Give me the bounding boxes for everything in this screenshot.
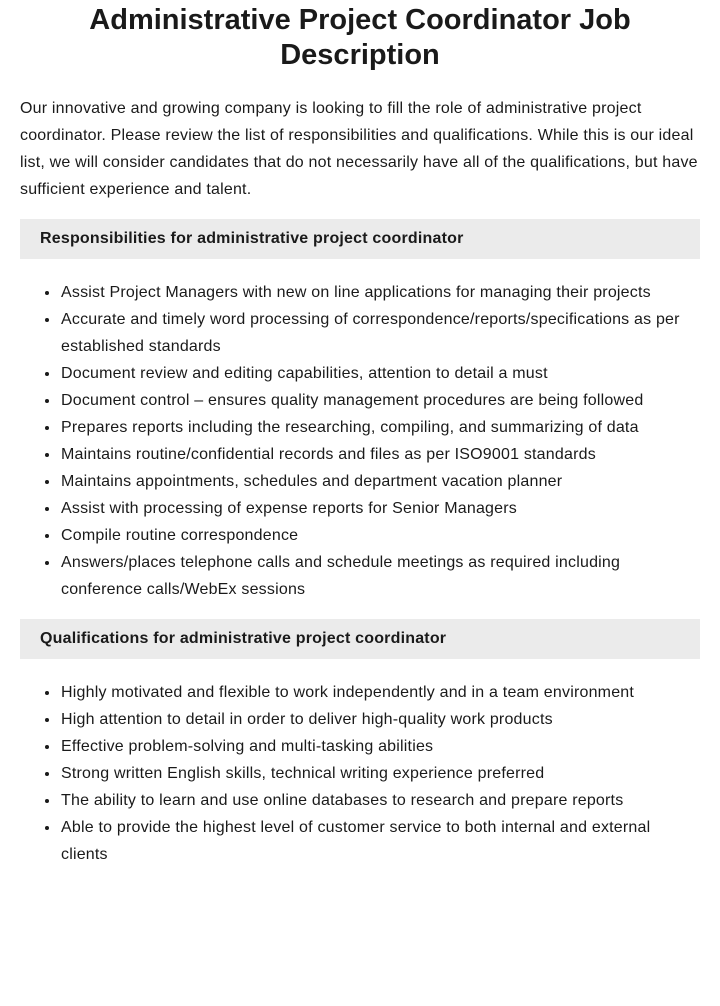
list-item: • Prepares reports including the researching, compiling, and summarizing of data [60,414,700,441]
section-heading: Responsibilities for administrative project coordinator [20,219,700,259]
section-qualifications [20,619,700,868]
list-item: • Compile routine correspondence [60,522,700,549]
section-bullet-list [20,279,700,603]
intro-paragraph: Our innovative and growing company is looking to fill the role of administrative project coordinator. Please review the list of responsibilities and qualifications. While this is our ideal list, we will consider candidates that do not necessarily have all of the qualifications, but have sufficient experience and talent. [20,100,698,198]
section-bullet-list [20,679,700,868]
list-item: • Document review and editing capabilities, attention to detail a must [60,360,700,387]
list-item: • Answers/places telephone calls and schedule meetings as required including conference calls/WebEx sessions [60,549,700,603]
list-item: • Document control – ensures quality management procedures are being followed [60,387,700,414]
list-item: • Accurate and timely word processing of correspondence/reports/specifications as per established standards [60,306,700,360]
section-responsibilities [20,219,700,603]
list-item: • The ability to learn and use online databases to research and prepare reports [60,787,700,814]
list-item: • Maintains appointments, schedules and department vacation planner [60,468,700,495]
list-item: • Maintains routine/confidential records and files as per ISO9001 standards [60,441,700,468]
list-item: • High attention to detail in order to deliver high-quality work products [60,706,700,733]
list-item: • Able to provide the highest level of customer service to both internal and external clients [60,814,700,868]
list-item: • Assist Project Managers with new on line applications for managing their projects [60,279,700,306]
list-item: • Assist with processing of expense reports for Senior Managers [60,495,700,522]
list-item: • Highly motivated and flexible to work independently and in a team environment [60,679,700,706]
page-title: Administrative Project Coordinator Job Description [89,4,631,71]
list-item: • Effective problem-solving and multi-tasking abilities [60,733,700,760]
section-heading: Qualifications for administrative project coordinator [20,619,700,659]
sections-container [20,219,700,868]
list-item: • Strong written English skills, technical writing experience preferred [60,760,700,787]
